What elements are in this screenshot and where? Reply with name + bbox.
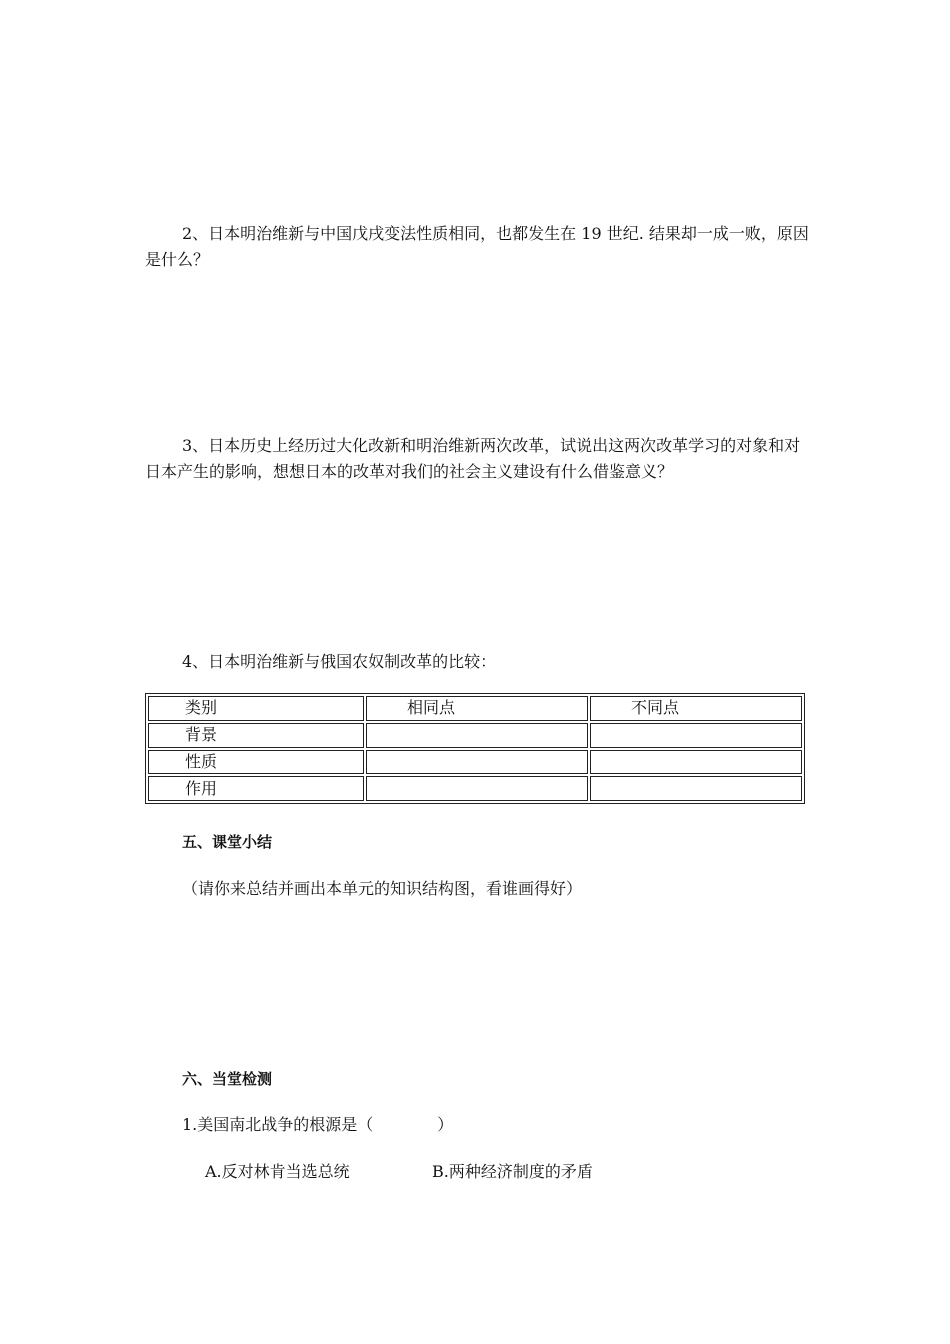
question-4: 4、日本明治维新与俄国农奴制改革的比较： [182, 652, 497, 671]
table-row [148, 723, 802, 748]
table-cell [366, 750, 588, 775]
table-header-cell: 类别 [148, 696, 364, 721]
table-header-row [148, 696, 802, 721]
question-3: 3、日本历史上经历过大化改新和明治维新两次改革，试说出这两次改革学习的对象和对日本产生的影响，想想日本的改革对我们的社会主义建设有什么借鉴意义？ [145, 436, 801, 481]
table-cell: 性质 [148, 750, 364, 775]
test-question-1: 1.美国南北战争的根源是（ ） [182, 1115, 454, 1134]
comparison-table [145, 693, 805, 804]
table-header-cell: 相同点 [366, 696, 588, 721]
table-row [148, 776, 802, 801]
option-b: B.两种经济制度的矛盾 [432, 1162, 593, 1181]
table-cell [590, 723, 802, 748]
table-header-cell: 不同点 [590, 696, 802, 721]
table-cell: 作用 [148, 776, 364, 801]
section-6-title: 六、当堂检测 [182, 1070, 273, 1088]
question-2: 2、日本明治维新与中国戊戌变法性质相同，也都发生在 19 世纪. 结果却一成一败，原因是什么？ [145, 224, 809, 269]
table-cell [366, 723, 588, 748]
table-row [148, 750, 802, 775]
table-cell [366, 776, 588, 801]
option-a: A.反对林肯当选总统 [205, 1162, 350, 1181]
section-5-title: 五、课堂小结 [182, 833, 273, 851]
table-cell: 背景 [148, 723, 364, 748]
table-cell [590, 776, 802, 801]
table-cell [590, 750, 802, 775]
section-5-note: （请你来总结并画出本单元的知识结构图，看谁画得好） [182, 879, 583, 898]
